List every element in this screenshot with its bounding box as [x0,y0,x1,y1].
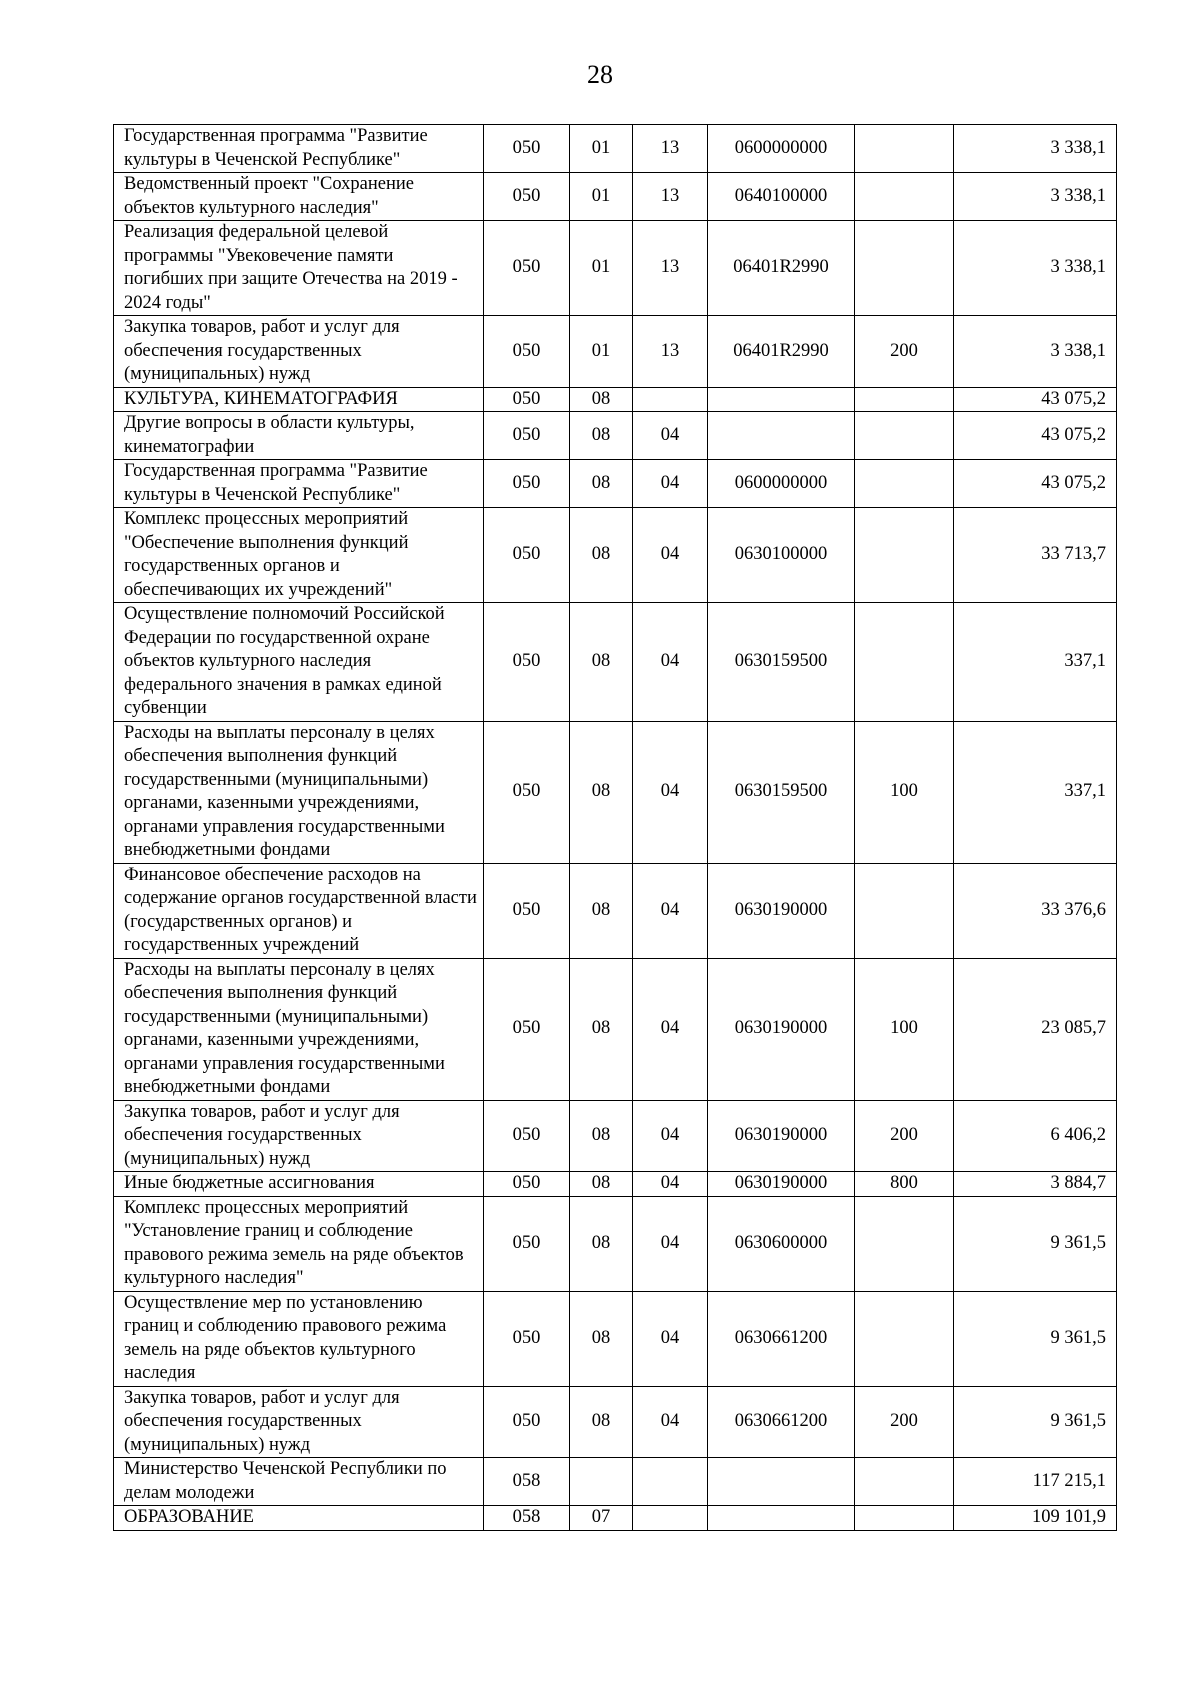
ministry-code-cell: 050 [484,958,570,1100]
expense-type-cell [855,1458,954,1506]
subsection-code-cell: 13 [633,173,708,221]
amount-cell: 6 406,2 [954,1100,1117,1172]
section-code-cell [570,1458,633,1506]
expense-type-cell [855,125,954,173]
table-row [114,1291,1117,1386]
row-name-cell: Министерство Чеченской Республики по делам молодежи [114,1458,484,1506]
amount-cell: 23 085,7 [954,958,1117,1100]
expense-type-cell [855,1506,954,1531]
subsection-code-cell [633,387,708,412]
target-article-cell: 0630159500 [708,603,855,722]
amount-cell: 337,1 [954,721,1117,863]
row-name-cell: Финансовое обеспечение расходов на содержание органов государственной власти (государственных органов) и государственных учреждений [114,863,484,958]
subsection-code-cell: 04 [633,721,708,863]
subsection-code-cell: 04 [633,1291,708,1386]
target-article-cell: 0630190000 [708,863,855,958]
table-row [114,1196,1117,1291]
section-code-cell: 01 [570,173,633,221]
expense-type-cell [855,603,954,722]
table-row [114,603,1117,722]
ministry-code-cell: 050 [484,221,570,316]
expense-type-cell [855,508,954,603]
row-name-cell: ОБРАЗОВАНИЕ [114,1506,484,1531]
ministry-code-cell: 050 [484,1291,570,1386]
expense-type-cell [855,1291,954,1386]
table-row [114,125,1117,173]
expense-type-cell [855,387,954,412]
target-article-cell: 0630661200 [708,1291,855,1386]
target-article-cell: 0600000000 [708,460,855,508]
table-row [114,1458,1117,1506]
amount-cell: 33 376,6 [954,863,1117,958]
table-row [114,1506,1117,1531]
row-name-cell: Государственная программа "Развитие культуры в Чеченской Республике" [114,460,484,508]
subsection-code-cell: 04 [633,460,708,508]
ministry-code-cell: 058 [484,1458,570,1506]
section-code-cell: 08 [570,958,633,1100]
subsection-code-cell: 04 [633,1196,708,1291]
amount-cell: 33 713,7 [954,508,1117,603]
amount-cell: 3 884,7 [954,1172,1117,1197]
ministry-code-cell: 050 [484,316,570,388]
table-row [114,1100,1117,1172]
section-code-cell: 08 [570,1172,633,1197]
ministry-code-cell: 050 [484,387,570,412]
subsection-code-cell: 04 [633,508,708,603]
expense-type-cell [855,221,954,316]
row-name-cell: КУЛЬТУРА, КИНЕМАТОГРАФИЯ [114,387,484,412]
section-code-cell: 08 [570,387,633,412]
subsection-code-cell: 13 [633,316,708,388]
expense-type-cell [855,412,954,460]
expense-type-cell: 200 [855,316,954,388]
subsection-code-cell: 04 [633,958,708,1100]
subsection-code-cell: 04 [633,1386,708,1458]
expense-type-cell: 200 [855,1386,954,1458]
section-code-cell: 08 [570,863,633,958]
row-name-cell: Закупка товаров, работ и услуг для обеспечения государственных (муниципальных) нужд [114,1386,484,1458]
section-code-cell: 08 [570,412,633,460]
subsection-code-cell [633,1506,708,1531]
subsection-code-cell: 04 [633,863,708,958]
table-row [114,1172,1117,1197]
ministry-code-cell: 050 [484,173,570,221]
subsection-code-cell: 13 [633,221,708,316]
table-row [114,460,1117,508]
target-article-cell: 0630159500 [708,721,855,863]
row-name-cell: Осуществление полномочий Российской Федерации по государственной охране объектов культурного наследия федерального значения в рамках единой субвенции [114,603,484,722]
target-article-cell: 0630100000 [708,508,855,603]
amount-cell: 3 338,1 [954,221,1117,316]
ministry-code-cell: 050 [484,721,570,863]
amount-cell: 43 075,2 [954,460,1117,508]
target-article-cell: 0600000000 [708,125,855,173]
section-code-cell: 08 [570,1386,633,1458]
section-code-cell: 08 [570,1291,633,1386]
ministry-code-cell: 050 [484,1100,570,1172]
amount-cell: 9 361,5 [954,1386,1117,1458]
row-name-cell: Государственная программа "Развитие культуры в Чеченской Республике" [114,125,484,173]
expense-type-cell [855,460,954,508]
section-code-cell: 07 [570,1506,633,1531]
section-code-cell: 08 [570,460,633,508]
amount-cell: 9 361,5 [954,1291,1117,1386]
table-row [114,387,1117,412]
row-name-cell: Реализация федеральной целевой программы "Увековечение памяти погибших при защите Отечества на 2019 - 2024 годы" [114,221,484,316]
row-name-cell: Комплекс процессных мероприятий "Установление границ и соблюдение правового режима земель на ряде объектов культурного наследия" [114,1196,484,1291]
row-name-cell: Закупка товаров, работ и услуг для обеспечения государственных (муниципальных) нужд [114,1100,484,1172]
target-article-cell: 0630190000 [708,958,855,1100]
target-article-cell: 0630600000 [708,1196,855,1291]
row-name-cell: Закупка товаров, работ и услуг для обеспечения государственных (муниципальных) нужд [114,316,484,388]
amount-cell: 43 075,2 [954,412,1117,460]
subsection-code-cell: 04 [633,1100,708,1172]
section-code-cell: 08 [570,508,633,603]
expense-type-cell [855,173,954,221]
budget-table [113,124,1117,1531]
amount-cell: 337,1 [954,603,1117,722]
target-article-cell [708,1506,855,1531]
amount-cell: 109 101,9 [954,1506,1117,1531]
expense-type-cell: 100 [855,721,954,863]
table-row [114,508,1117,603]
row-name-cell: Комплекс процессных мероприятий "Обеспечение выполнения функций государственных органов и обеспечивающих их учреждений" [114,508,484,603]
ministry-code-cell: 050 [484,460,570,508]
table-body [114,125,1117,1531]
section-code-cell: 01 [570,316,633,388]
table-row [114,721,1117,863]
expense-type-cell [855,863,954,958]
target-article-cell: 0630190000 [708,1172,855,1197]
section-code-cell: 08 [570,603,633,722]
section-code-cell: 01 [570,125,633,173]
table-row [114,173,1117,221]
table-row [114,221,1117,316]
ministry-code-cell: 050 [484,508,570,603]
subsection-code-cell: 04 [633,1172,708,1197]
section-code-cell: 08 [570,721,633,863]
amount-cell: 3 338,1 [954,125,1117,173]
ministry-code-cell: 058 [484,1506,570,1531]
section-code-cell: 01 [570,221,633,316]
amount-cell: 3 338,1 [954,173,1117,221]
ministry-code-cell: 050 [484,863,570,958]
table-row [114,958,1117,1100]
target-article-cell [708,387,855,412]
subsection-code-cell [633,1458,708,1506]
ministry-code-cell: 050 [484,1386,570,1458]
target-article-cell: 06401R2990 [708,316,855,388]
target-article-cell [708,412,855,460]
table-row [114,316,1117,388]
ministry-code-cell: 050 [484,412,570,460]
target-article-cell: 0640100000 [708,173,855,221]
row-name-cell: Расходы на выплаты персоналу в целях обеспечения выполнения функций государственными (муниципальными) органами, казенными учреждениями, органами управления государственными внебюджетными фондами [114,721,484,863]
row-name-cell: Осуществление мер по установлению границ и соблюдению правового режима земель на ряде объектов культурного наследия [114,1291,484,1386]
expense-type-cell [855,1196,954,1291]
row-name-cell: Другие вопросы в области культуры, кинематографии [114,412,484,460]
amount-cell: 9 361,5 [954,1196,1117,1291]
page-number: 28 [587,60,613,89]
amount-cell: 43 075,2 [954,387,1117,412]
table-row [114,863,1117,958]
target-article-cell [708,1458,855,1506]
table-row [114,412,1117,460]
target-article-cell: 06401R2990 [708,221,855,316]
subsection-code-cell: 04 [633,412,708,460]
subsection-code-cell: 04 [633,603,708,722]
ministry-code-cell: 050 [484,1196,570,1291]
expense-type-cell: 200 [855,1100,954,1172]
ministry-code-cell: 050 [484,125,570,173]
amount-cell: 3 338,1 [954,316,1117,388]
row-name-cell: Расходы на выплаты персоналу в целях обеспечения выполнения функций государственными (муниципальными) органами, казенными учреждениями, органами управления государственными внебюджетными фондами [114,958,484,1100]
section-code-cell: 08 [570,1100,633,1172]
ministry-code-cell: 050 [484,1172,570,1197]
row-name-cell: Иные бюджетные ассигнования [114,1172,484,1197]
ministry-code-cell: 050 [484,603,570,722]
target-article-cell: 0630190000 [708,1100,855,1172]
subsection-code-cell: 13 [633,125,708,173]
amount-cell: 117 215,1 [954,1458,1117,1506]
expense-type-cell: 100 [855,958,954,1100]
target-article-cell: 0630661200 [708,1386,855,1458]
expense-type-cell: 800 [855,1172,954,1197]
section-code-cell: 08 [570,1196,633,1291]
row-name-cell: Ведомственный проект "Сохранение объектов культурного наследия" [114,173,484,221]
table-row [114,1386,1117,1458]
